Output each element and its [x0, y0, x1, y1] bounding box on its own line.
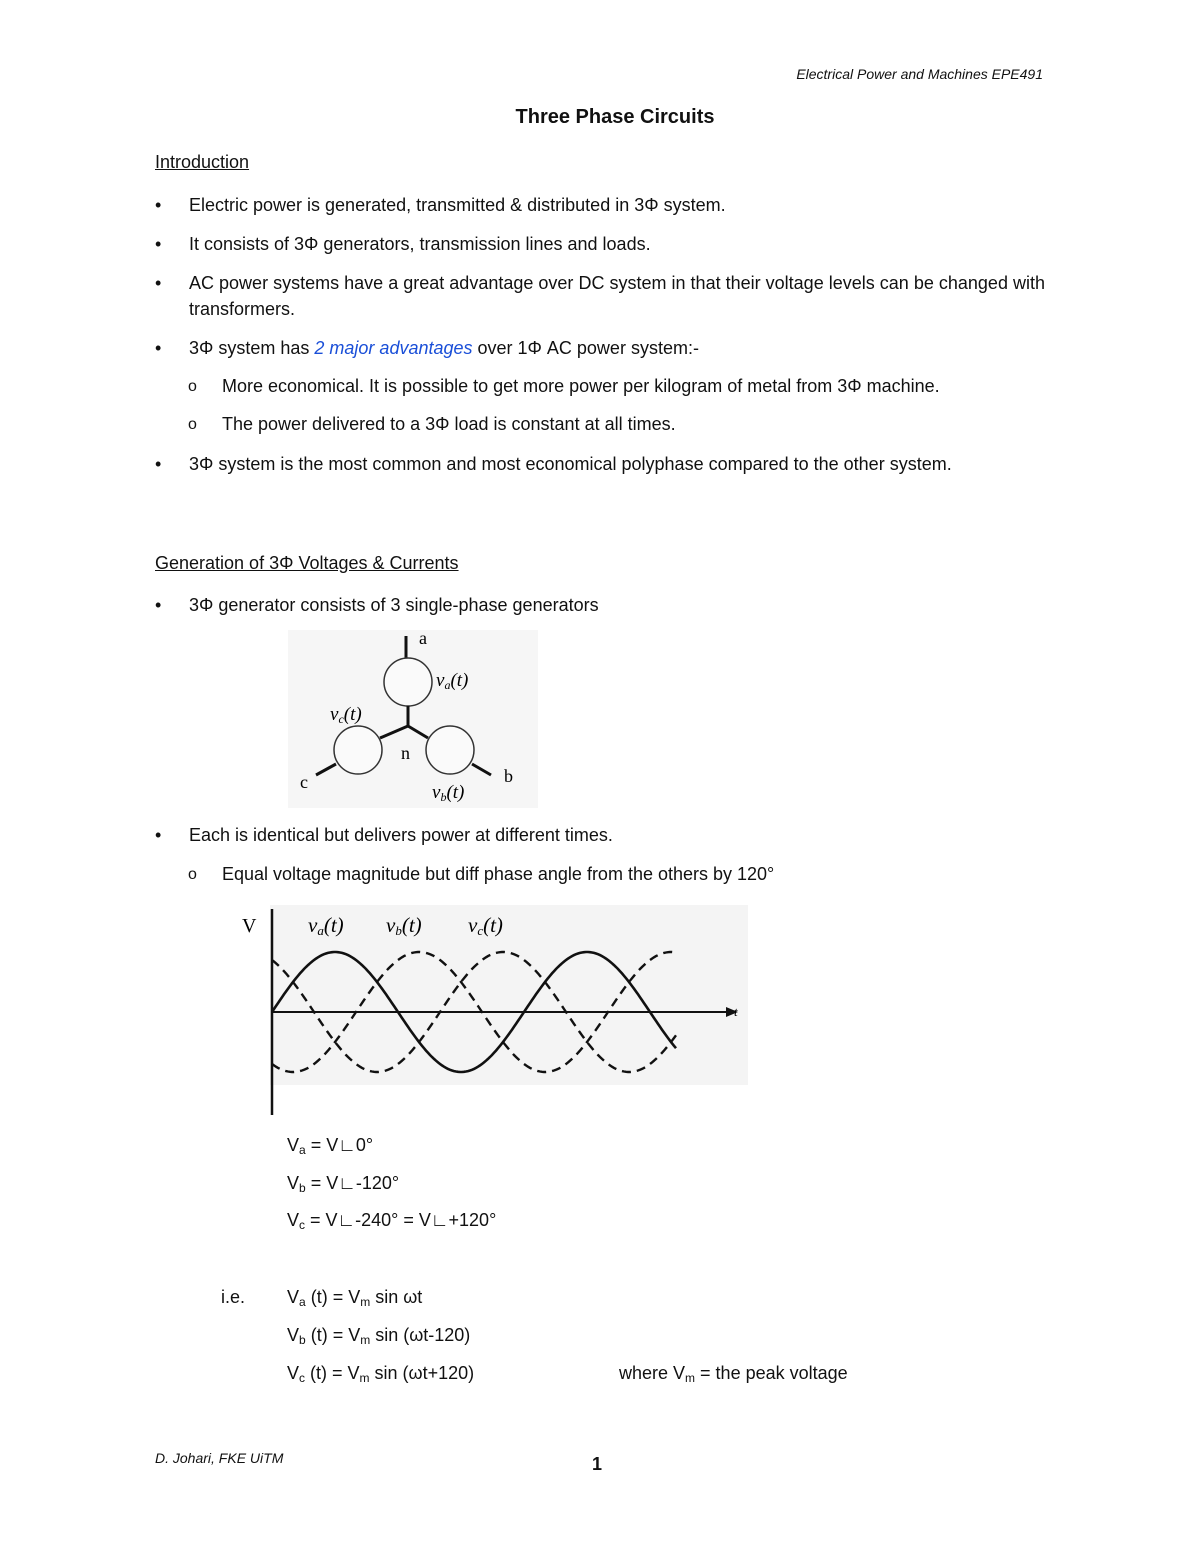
- generator-b-circle: [426, 726, 474, 774]
- time-eq-vc: $V_c$ $(t) = V_m$ sin (ωt+120): [287, 1363, 475, 1385]
- vc-label: vc(t): [330, 704, 362, 726]
- sub-bullet-marker: o: [188, 416, 197, 433]
- bullet-item: [155, 270, 1045, 322]
- va-label: va(t): [436, 670, 469, 692]
- generator-c-circle: [334, 726, 382, 774]
- section-heading-introduction: Introduction: [155, 152, 250, 172]
- page-title: Three Phase Circuits: [515, 106, 715, 128]
- time-eq-vb: $V_b$ $(t) = V_m$ sin (ωt-120): [287, 1325, 471, 1347]
- wave-vc-label: vc(t): [468, 913, 503, 938]
- bullet-marker: •: [155, 454, 162, 474]
- bullet-item: [155, 451, 1045, 477]
- phasor-vb: $V_b$ = V∟-120°: [287, 1173, 400, 1195]
- bullet-marker: •: [155, 338, 162, 358]
- terminal-c-label: c: [300, 772, 308, 792]
- time-eq-va: $V_a$ $(t) = V_m$ sin ωt: [287, 1287, 423, 1309]
- neutral-n-label: n: [401, 743, 410, 763]
- bullet-item: [155, 822, 1045, 848]
- y-generator-diagram: [288, 630, 538, 808]
- wave-vb-label: vb(t): [386, 913, 422, 938]
- vb-label: vb(t): [432, 782, 465, 804]
- terminal-a-label: a: [419, 630, 427, 648]
- sub-bullet-text: The power delivered to a 3Φ load is constant at all times.: [222, 414, 676, 434]
- diagram-background: [288, 630, 538, 808]
- bullet-text: Each is identical but delivers power at different times.: [189, 825, 613, 845]
- bullet-text: 3Φ system has 2 major advantages over 1Φ AC power system:-: [189, 338, 699, 358]
- bullet-marker: •: [155, 234, 162, 254]
- bullet-item: [155, 231, 1045, 257]
- bullet-text: 3Φ generator consists of 3 single-phase generators: [189, 595, 599, 615]
- bullet-item: [155, 592, 1045, 618]
- bullet-marker: •: [155, 273, 162, 293]
- section-heading-generation: Generation of 3Φ Voltages & Currents: [155, 553, 459, 573]
- sub-bullet-item: [188, 861, 1048, 887]
- bullet-marker: •: [155, 825, 162, 845]
- wave-va-label: va(t): [308, 913, 344, 938]
- page-header: Electrical Power and Machines EPE491: [796, 66, 1043, 82]
- phasor-va: $V_a$ = V∟0°: [287, 1135, 374, 1157]
- three-phase-waveform: [236, 905, 752, 1120]
- footer-author: D. Johari, FKE UiTM: [155, 1450, 284, 1466]
- v-axis-label: V: [242, 915, 257, 937]
- bullet-text: 3Φ system is the most common and most economical polyphase compared to the other system.: [189, 454, 952, 474]
- terminal-b-label: b: [504, 766, 513, 786]
- sub-bullet-item: [188, 411, 1048, 437]
- ie-label: i.e.: [221, 1287, 246, 1307]
- sub-bullet-text: More economical. It is possible to get more power per kilogram of metal from 3Φ machine.: [222, 376, 940, 396]
- peak-voltage-note: where $V_m$ = the peak voltage: [619, 1363, 848, 1385]
- sub-bullet-text: Equal voltage magnitude but diff phase angle from the others by 120°: [222, 864, 775, 884]
- bullet-item: [155, 192, 1045, 218]
- sub-bullet-marker: o: [188, 378, 197, 395]
- sub-bullet-marker: o: [188, 866, 197, 883]
- bullet-marker: •: [155, 595, 162, 615]
- bullet-item: [155, 335, 1045, 361]
- phasor-vc: $V_c$ = V∟-240° = V∟+120°: [287, 1210, 497, 1232]
- bullet-text: It consists of 3Φ generators, transmission lines and loads.: [189, 234, 651, 254]
- t-axis-label: t: [734, 1004, 738, 1019]
- page-number: 1: [592, 1454, 603, 1474]
- emphasis-text: 2 major advantages: [314, 338, 473, 358]
- bullet-marker: •: [155, 195, 162, 215]
- sub-bullet-item: [188, 373, 1048, 399]
- bullet-text: Electric power is generated, transmitted & distributed in 3Φ system.: [189, 195, 726, 215]
- generator-a-circle: [384, 658, 432, 706]
- bullet-text: AC power systems have a great advantage over DC system in that their voltage levels can be changed with transformers.: [189, 273, 1045, 319]
